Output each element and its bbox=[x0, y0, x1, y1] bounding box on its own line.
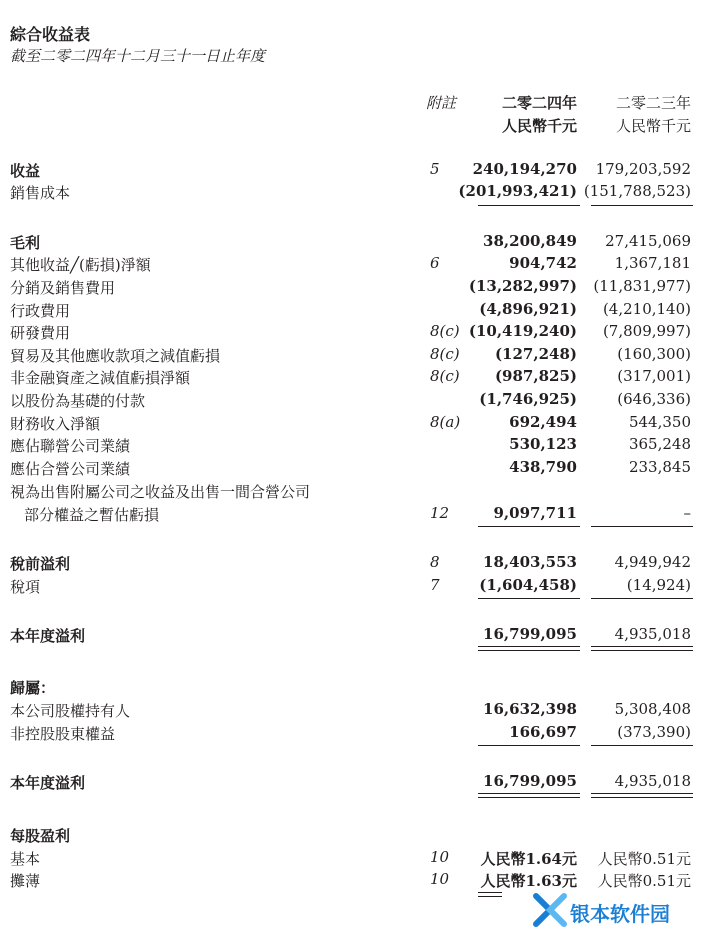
table-row bbox=[0, 322, 713, 344]
value-2024: (10,419,240) bbox=[468, 322, 577, 340]
subtotal-rule bbox=[478, 526, 580, 527]
row-label: 部分權益之暫估虧損 bbox=[24, 506, 160, 524]
table-row bbox=[0, 345, 713, 367]
value-2024: (1,746,925) bbox=[479, 390, 577, 408]
row-note: 10 bbox=[430, 870, 450, 888]
value-2024: 38,200,849 bbox=[483, 232, 577, 250]
watermark-logo-icon bbox=[530, 888, 570, 932]
row-note: 8(c) bbox=[430, 345, 460, 363]
total-double-rule bbox=[478, 646, 580, 651]
value-2024: 692,494 bbox=[509, 413, 577, 431]
value-2023: (14,924) bbox=[626, 576, 691, 594]
value-2024: (201,993,421) bbox=[458, 182, 577, 200]
table-row bbox=[0, 458, 713, 480]
row-label: 行政費用 bbox=[10, 302, 71, 320]
value-2023: (646,336) bbox=[617, 390, 691, 408]
table-row bbox=[0, 254, 713, 276]
row-note: 7 bbox=[430, 576, 440, 594]
total-double-rule bbox=[591, 646, 693, 651]
row-label: 非金融資產之減值虧損淨額 bbox=[10, 369, 191, 387]
value-2024: 530,123 bbox=[509, 435, 577, 453]
table-row bbox=[0, 277, 713, 299]
value-2024: (4,896,921) bbox=[479, 300, 577, 318]
subtotal-rule bbox=[591, 745, 693, 746]
value-2023: 233,845 bbox=[628, 458, 691, 476]
statement-title: 綜合收益表 bbox=[10, 25, 91, 44]
note-column-header: 附註 bbox=[426, 94, 457, 112]
value-2023: (7,809,997) bbox=[602, 322, 691, 340]
row-note: 8(c) bbox=[430, 367, 460, 385]
table-row bbox=[0, 772, 713, 794]
row-label: 本年度溢利 bbox=[10, 774, 86, 792]
row-label: 以股份為基礎的付款 bbox=[10, 392, 146, 410]
subtotal-rule bbox=[478, 745, 580, 746]
value-2023: (11,831,977) bbox=[593, 277, 691, 295]
table-row bbox=[0, 825, 713, 847]
row-label: 稅項 bbox=[10, 578, 41, 596]
table-row bbox=[0, 160, 713, 182]
value-2023: 4,935,018 bbox=[614, 772, 691, 790]
table-row bbox=[0, 435, 713, 457]
value-2023: 179,203,592 bbox=[595, 160, 691, 178]
row-label: 稅前溢利 bbox=[10, 555, 71, 573]
table-row bbox=[0, 232, 713, 254]
value-2024: 166,697 bbox=[509, 723, 577, 741]
unit-2024-header: 人民幣千元 bbox=[501, 117, 577, 135]
table-row bbox=[0, 625, 713, 647]
subtotal-rule bbox=[478, 205, 580, 206]
row-label: 非控股股東權益 bbox=[10, 725, 116, 743]
row-label: 毛利 bbox=[10, 234, 41, 252]
subtotal-rule bbox=[591, 598, 693, 599]
value-2024: (13,282,997) bbox=[468, 277, 577, 295]
table-row bbox=[0, 504, 713, 526]
row-label: 攤薄 bbox=[10, 872, 41, 890]
table-row bbox=[0, 481, 713, 503]
total-double-rule bbox=[591, 793, 693, 798]
row-label: 視為出售附屬公司之收益及出售一間合營公司 bbox=[10, 483, 311, 501]
row-note: 5 bbox=[430, 160, 440, 178]
row-label: 本公司股權持有人 bbox=[10, 702, 131, 720]
table-row bbox=[0, 300, 713, 322]
row-label: 銷售成本 bbox=[10, 184, 71, 202]
row-note: 6 bbox=[430, 254, 440, 272]
table-row bbox=[0, 576, 713, 598]
value-2024: 人民幣1.63元 bbox=[480, 872, 577, 890]
value-2024: (127,248) bbox=[494, 345, 577, 363]
watermark bbox=[530, 888, 706, 932]
table-row bbox=[0, 390, 713, 412]
value-2023: (4,210,140) bbox=[602, 300, 691, 318]
table-row bbox=[0, 848, 713, 870]
subtotal-rule bbox=[591, 205, 693, 206]
value-2024: 人民幣1.64元 bbox=[480, 850, 577, 868]
row-label: 分銷及銷售費用 bbox=[10, 279, 116, 297]
row-note: 8(a) bbox=[430, 413, 461, 431]
value-2023: 人民幣0.51元 bbox=[597, 872, 691, 890]
row-label: 財務收入淨額 bbox=[10, 415, 101, 433]
value-2023: 5,308,408 bbox=[614, 700, 691, 718]
row-label: 其他收益╱(虧損)淨額 bbox=[10, 256, 151, 274]
subtotal-rule bbox=[478, 598, 580, 599]
value-2023: 4,949,942 bbox=[614, 553, 691, 571]
total-double-rule bbox=[478, 892, 502, 897]
row-label: 基本 bbox=[10, 850, 41, 868]
row-note: 10 bbox=[430, 848, 450, 866]
row-note: 12 bbox=[430, 504, 450, 522]
table-row bbox=[0, 723, 713, 745]
value-2024: (1,604,458) bbox=[479, 576, 577, 594]
value-2023: (373,390) bbox=[617, 723, 691, 741]
statement-subtitle: 截至二零二四年十二月三十一日止年度 bbox=[10, 47, 266, 65]
value-2023: 365,248 bbox=[628, 435, 691, 453]
value-2023: (317,001) bbox=[617, 367, 691, 385]
table-row bbox=[0, 413, 713, 435]
subtotal-rule bbox=[591, 526, 693, 527]
value-2023: – bbox=[683, 504, 691, 522]
row-label: 歸屬： bbox=[10, 679, 56, 697]
value-2023: 1,367,181 bbox=[614, 254, 691, 272]
value-2024: 16,799,095 bbox=[483, 772, 577, 790]
year-2023-header: 二零二三年 bbox=[615, 94, 691, 112]
row-label: 研發費用 bbox=[10, 324, 71, 342]
value-2024: 18,403,553 bbox=[483, 553, 577, 571]
watermark-text: 银本软件园 bbox=[570, 902, 670, 926]
row-label: 每股盈利 bbox=[10, 827, 71, 845]
value-2024: 16,799,095 bbox=[483, 625, 577, 643]
row-note: 8(c) bbox=[430, 322, 460, 340]
value-2024: 438,790 bbox=[509, 458, 577, 476]
table-row bbox=[0, 182, 713, 204]
table-row bbox=[0, 367, 713, 389]
value-2024: 904,742 bbox=[509, 254, 577, 272]
value-2024: 240,194,270 bbox=[472, 160, 577, 178]
value-2023: 544,350 bbox=[628, 413, 691, 431]
value-2023: 27,415,069 bbox=[605, 232, 691, 250]
year-2024-header: 二零二四年 bbox=[501, 94, 577, 112]
row-label: 應佔聯營公司業績 bbox=[10, 437, 131, 455]
row-label: 應佔合營公司業績 bbox=[10, 460, 131, 478]
value-2024: 9,097,711 bbox=[493, 504, 577, 522]
row-label: 收益 bbox=[10, 162, 41, 180]
value-2023: (160,300) bbox=[617, 345, 691, 363]
value-2024: 16,632,398 bbox=[483, 700, 577, 718]
value-2023: (151,788,523) bbox=[583, 182, 691, 200]
table-row bbox=[0, 553, 713, 575]
total-double-rule bbox=[478, 793, 580, 798]
row-label: 本年度溢利 bbox=[10, 627, 86, 645]
row-label: 貿易及其他應收款項之減值虧損 bbox=[10, 347, 221, 365]
table-row bbox=[0, 700, 713, 722]
value-2023: 人民幣0.51元 bbox=[597, 850, 691, 868]
value-2023: 4,935,018 bbox=[614, 625, 691, 643]
unit-2023-header: 人民幣千元 bbox=[615, 117, 691, 135]
table-row bbox=[0, 677, 713, 699]
row-note: 8 bbox=[430, 553, 440, 571]
value-2024: (987,825) bbox=[494, 367, 577, 385]
